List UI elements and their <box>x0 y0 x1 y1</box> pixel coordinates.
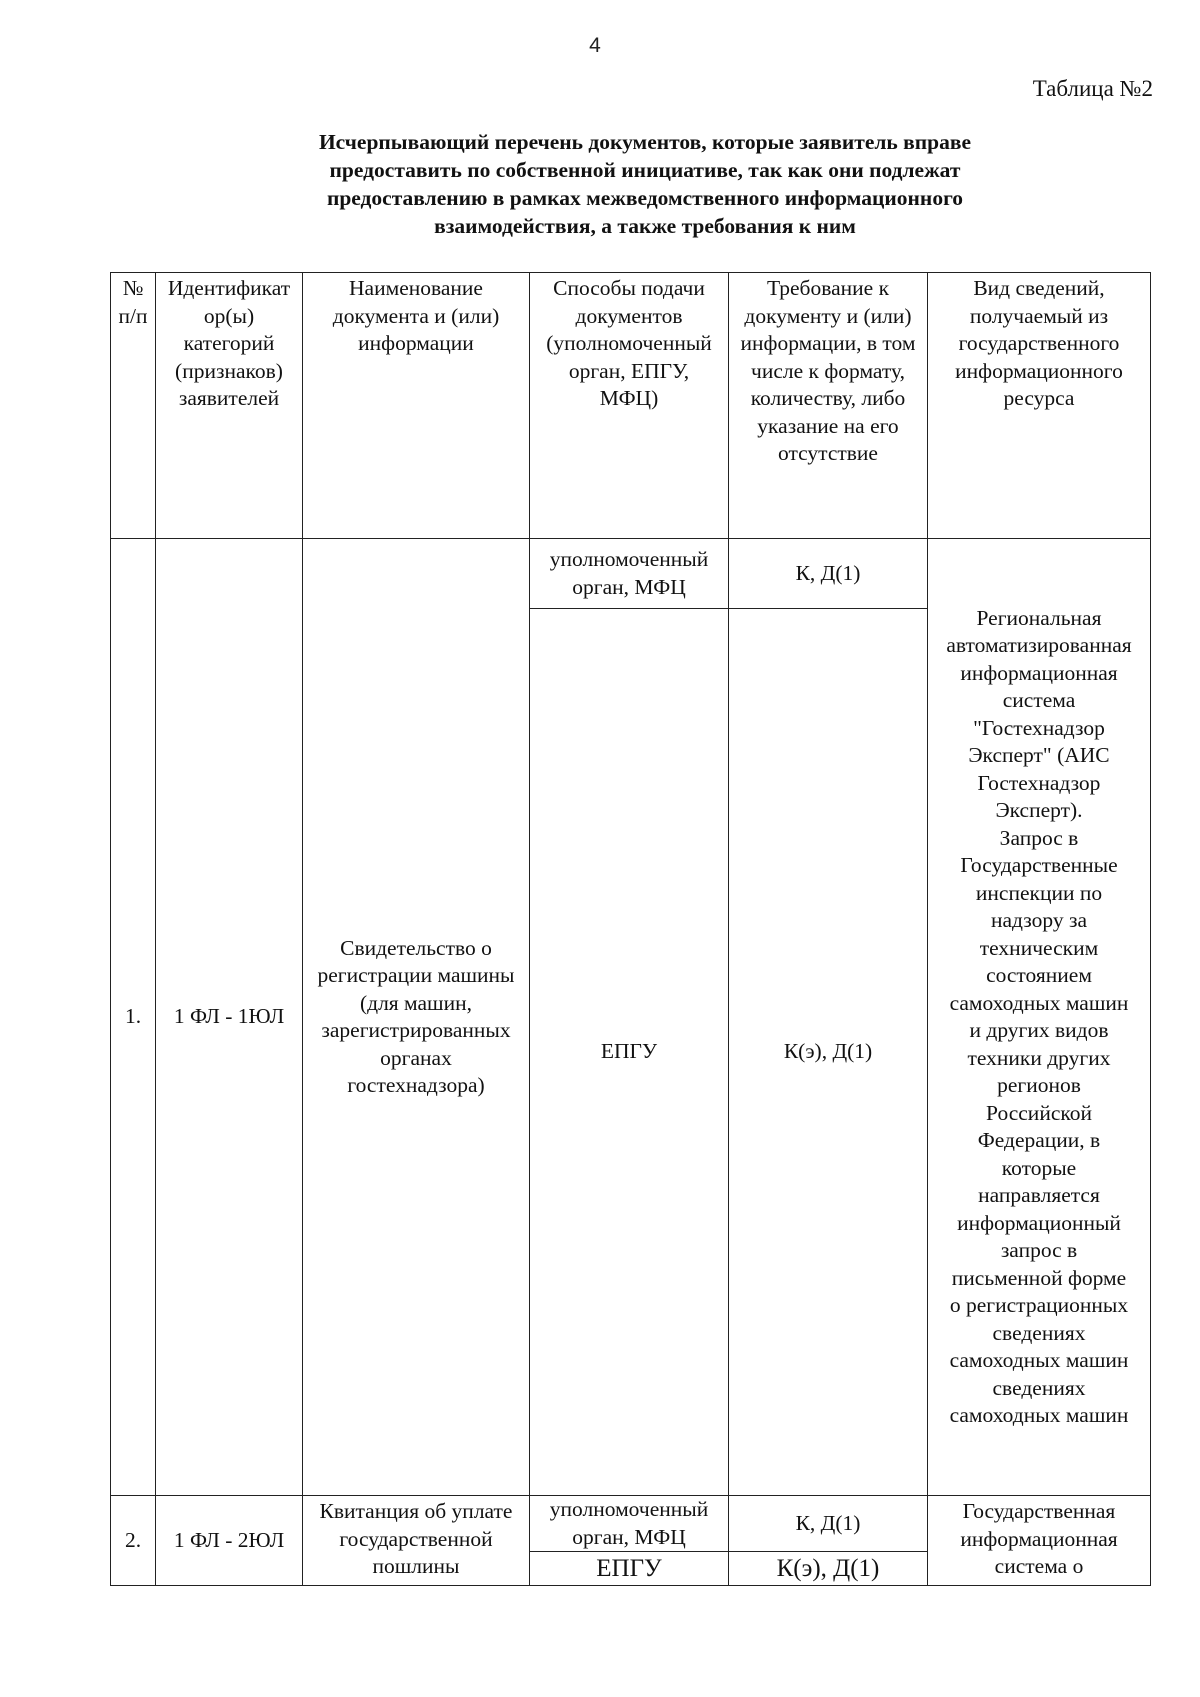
cell-line: которые <box>1001 1155 1077 1180</box>
cell-line: направляется <box>978 1183 1100 1207</box>
cell-line: зарегистрированных <box>321 1018 511 1042</box>
table-row <box>111 1496 1151 1552</box>
title-line: предоставлению в рамках межведомственного информационного <box>326 186 964 210</box>
title-line: предоставить по собственной инициативе, так как они подлежат <box>329 158 961 182</box>
header-line: документа и (или) <box>332 303 500 328</box>
header-line: информационного <box>955 358 1123 383</box>
header-line: Вид сведений, <box>973 276 1105 300</box>
cell-line: система <box>1002 688 1076 712</box>
header-identifier <box>156 273 303 539</box>
cell-line: информационный <box>957 1210 1121 1235</box>
header-line: государственного <box>958 331 1120 355</box>
cell-line: информационная <box>960 660 1118 685</box>
cell-line: орган, МФЦ <box>572 1524 686 1549</box>
row-info-type <box>928 539 1151 1496</box>
row-requirement: К(э), Д(1) <box>729 609 928 1496</box>
page-number: 4 <box>589 34 601 57</box>
cell-line: запрос в <box>1000 1238 1078 1262</box>
header-line: числе к формату, <box>751 358 905 383</box>
cell-line: состоянием <box>986 963 1092 987</box>
header-line: получаемый из <box>969 303 1109 328</box>
cell-line: регионов <box>997 1073 1081 1097</box>
cell-line: Гостехнадзор <box>977 770 1101 795</box>
header-line: информации <box>358 331 474 355</box>
cell-line: инспекции по <box>975 880 1103 905</box>
cell-line: Государственная <box>962 1499 1116 1523</box>
header-methods <box>530 273 729 539</box>
cell-line: гостехнадзора) <box>347 1073 485 1097</box>
row-method: ЕПГУ <box>530 609 729 1496</box>
cell-line: техническим <box>979 935 1099 960</box>
header-line: Наименование <box>349 276 483 300</box>
cell-line: Эксперт" (АИС <box>968 743 1110 767</box>
header-line: орган, ЕПГУ, <box>568 358 690 383</box>
header-line: отсутствие <box>778 441 878 465</box>
cell-line: Запрос в <box>999 825 1079 850</box>
header-line: п/п <box>118 303 148 328</box>
table-header-row <box>111 273 1151 539</box>
cell-line: Федерации, в <box>977 1128 1101 1152</box>
row-requirement: К(э), Д(1) <box>729 1552 928 1586</box>
row-method <box>530 539 729 609</box>
cell-line: Российской <box>986 1100 1092 1125</box>
cell-line: информационная <box>960 1526 1118 1551</box>
row-num: 1. <box>111 539 156 1496</box>
title-line: Исчерпывающий перечень документов, которые заявитель вправе <box>318 130 972 154</box>
header-line: заявителей <box>178 386 280 410</box>
cell-line: самоходных машин <box>949 1403 1129 1427</box>
cell-line: надзору за <box>991 908 1087 932</box>
cell-line: письменной форме <box>951 1265 1127 1290</box>
row-identifier: 1 ФЛ - 2ЮЛ <box>156 1496 303 1586</box>
cell-line: уполномоченный <box>549 1497 709 1521</box>
cell-line: самоходных машин <box>949 990 1129 1015</box>
cell-line: автоматизированная <box>946 633 1132 657</box>
row-document-name <box>303 1496 530 1586</box>
cell-line: сведениях <box>992 1375 1086 1400</box>
cell-line: пошлины <box>372 1554 460 1578</box>
cell-line: "Гостехнадзор <box>973 715 1105 740</box>
row-document-name <box>303 539 530 1496</box>
cell-line: самоходных машин <box>949 1348 1129 1372</box>
header-requirements <box>729 273 928 539</box>
table-label: Таблица №2 <box>1032 76 1153 101</box>
header-line: категорий <box>183 331 275 355</box>
cell-line: сведениях <box>992 1320 1086 1345</box>
header-line: Способы подачи <box>553 276 705 300</box>
header-line: (уполномоченный <box>546 331 712 355</box>
cell-line: регистрации машины <box>317 963 515 987</box>
cell-line: система о <box>994 1554 1084 1578</box>
header-line: МФЦ) <box>599 386 659 410</box>
table-row <box>111 539 1151 609</box>
cell-line: государственной <box>339 1526 493 1551</box>
header-info-type <box>928 273 1151 539</box>
header-line: Требование к <box>766 276 890 300</box>
row-requirement: К, Д(1) <box>729 539 928 609</box>
cell-line: Государственные <box>960 853 1118 877</box>
title-line: взаимодействия, а также требования к ним <box>434 214 856 238</box>
header-line: указание на его <box>757 413 899 438</box>
row-info-type <box>928 1496 1151 1586</box>
header-line: документов <box>575 303 683 328</box>
document-title <box>200 128 1090 240</box>
header-line: количеству, либо <box>750 386 906 410</box>
cell-line: Эксперт). <box>995 798 1083 822</box>
cell-line: органах <box>380 1045 452 1070</box>
header-line: Идентификат <box>167 276 291 300</box>
header-line: ор(ы) <box>203 303 255 328</box>
header-line: № <box>122 276 144 300</box>
row-requirement: К, Д(1) <box>729 1496 928 1552</box>
row-method <box>530 1496 729 1552</box>
cell-line: и других видов <box>969 1018 1109 1042</box>
cell-line: техники других <box>967 1045 1111 1070</box>
cell-line: (для машин, <box>359 990 473 1015</box>
header-num <box>111 273 156 539</box>
cell-line: орган, МФЦ <box>572 574 686 599</box>
cell-line: Региональная <box>976 605 1102 630</box>
documents-table <box>110 272 1151 1586</box>
cell-line: Квитанция об уплате <box>319 1499 513 1523</box>
header-line: информации, в том <box>740 331 916 355</box>
row-num: 2. <box>111 1496 156 1586</box>
row-identifier: 1 ФЛ - 1ЮЛ <box>156 539 303 1496</box>
cell-line: уполномоченный <box>549 547 709 571</box>
header-line: (признаков) <box>175 358 283 383</box>
header-name <box>303 273 530 539</box>
header-line: ресурса <box>1003 386 1075 410</box>
header-line: документу и (или) <box>744 303 912 328</box>
row-method: ЕПГУ <box>530 1552 729 1586</box>
cell-line: Свидетельство о <box>340 935 492 960</box>
cell-line: о регистрационных <box>949 1293 1129 1317</box>
